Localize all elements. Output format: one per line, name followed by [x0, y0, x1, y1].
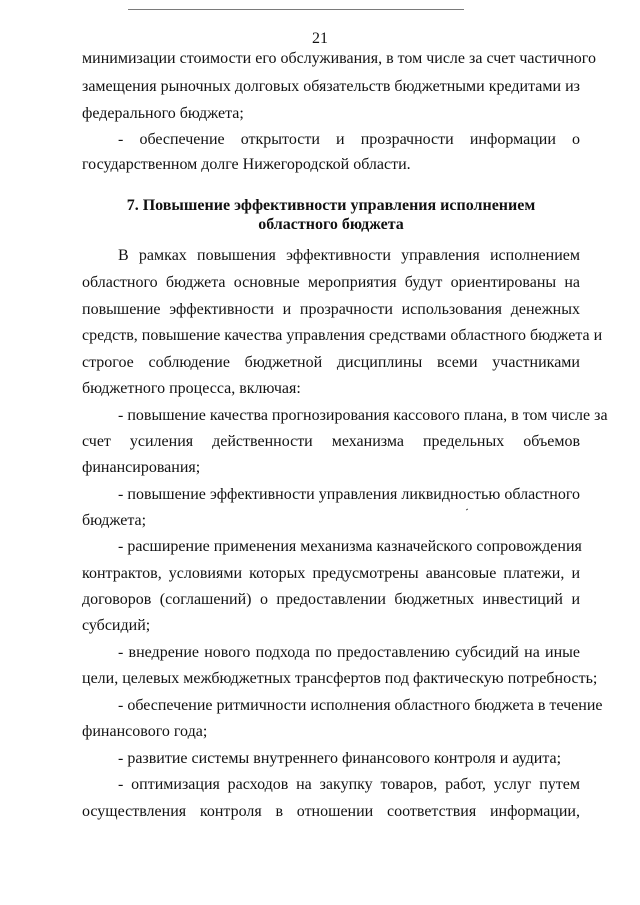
- text-line: повышение эффективности и прозрачности использования денежных: [82, 301, 580, 318]
- text-line: - обеспечение ритмичности исполнения областного бюджета в течение: [118, 697, 603, 714]
- section-heading-line: 7. Повышение эффективности управления исполнением: [126, 197, 536, 214]
- top-rule: [128, 9, 464, 10]
- text-line: бюджетного процесса, включая:: [82, 380, 301, 397]
- text-line: - оптимизация расходов на закупку товаров, работ, услуг путем: [118, 776, 580, 793]
- text-line: областного бюджета основные мероприятия будут ориентированы на: [82, 274, 580, 291]
- text-line: - повышение эффективности управления ликвидностью областного: [118, 486, 580, 503]
- text-line: финансирования;: [82, 459, 201, 476]
- text-line: строгое соблюдение бюджетной дисциплины всеми участниками: [82, 354, 580, 371]
- text-line: финансового года;: [82, 723, 208, 740]
- text-line: договоров (соглашений) о предоставлении бюджетных инвестиций и: [82, 591, 580, 608]
- text-line: осуществления контроля в отношении соответствия информации,: [82, 803, 580, 820]
- page-number: 21: [312, 30, 328, 47]
- text-line: средств, повышение качества управления средствами областного бюджета и: [82, 327, 603, 344]
- text-line: - внедрение нового подхода по предоставлению субсидий на иные: [118, 644, 580, 661]
- text-line: замещения рыночных долговых обязательств бюджетными кредитами из: [82, 78, 580, 95]
- text-line: контрактов, условиями которых предусмотрены авансовые платежи, и: [82, 565, 580, 582]
- section-heading-line: областного бюджета: [258, 216, 404, 233]
- text-line: субсидий;: [82, 617, 151, 634]
- text-line: государственном долге Нижегородской области.: [82, 156, 411, 173]
- text-line: В рамках повышения эффективности управления исполнением: [118, 247, 580, 264]
- text-line: - обеспечение открытости и прозрачности информации о: [118, 131, 580, 148]
- text-line: минимизации стоимости его обслуживания, в том числе за счет частичного: [82, 50, 596, 67]
- text-line: цели, целевых межбюджетных трансфертов под фактическую потребность;: [82, 670, 598, 687]
- text-line: счет усиления действенности механизма предельных объемов: [82, 433, 580, 450]
- text-line: - повышение качества прогнозирования кассового плана, в том числе за: [118, 407, 608, 424]
- text-line: - расширение применения механизма казначейского сопровождения: [118, 538, 582, 555]
- text-line: бюджета;: [82, 512, 147, 529]
- text-line: - развитие системы внутреннего финансового контроля и аудита;: [118, 750, 562, 767]
- text-line: федерального бюджета;: [82, 105, 244, 122]
